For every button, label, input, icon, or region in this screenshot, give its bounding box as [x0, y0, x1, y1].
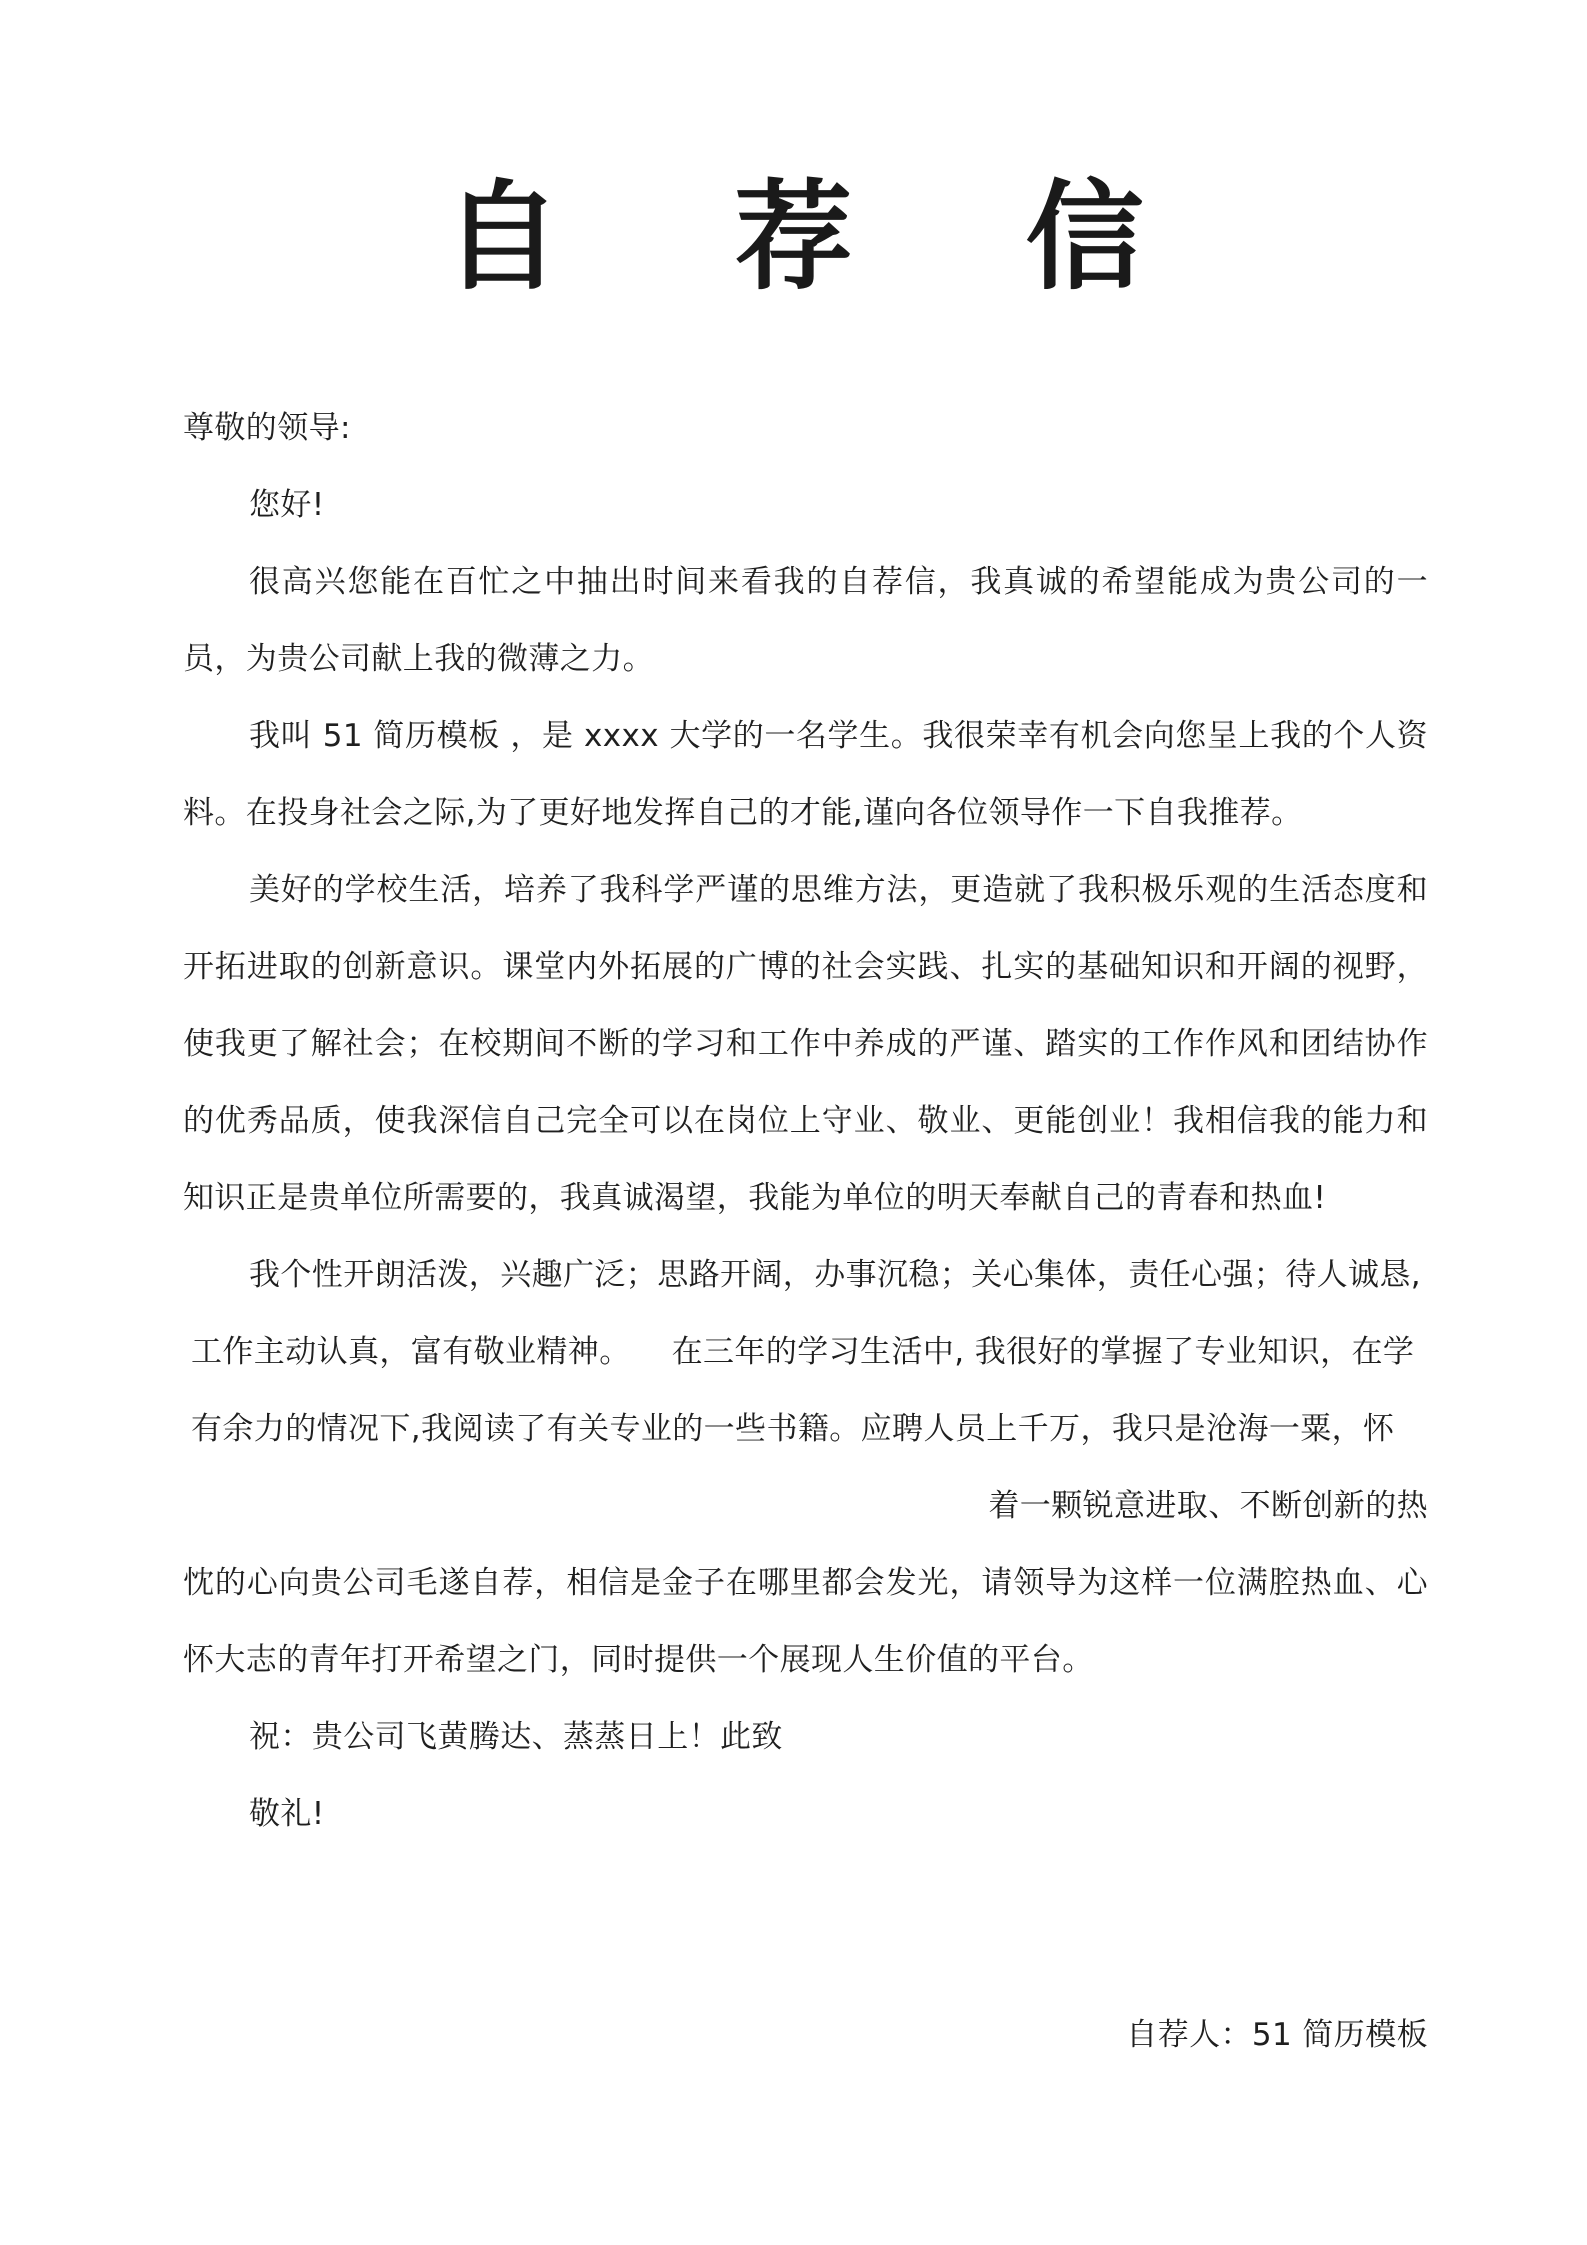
paragraph-personality-line-3: 有余力的情况下,我阅读了有关专业的一些书籍。应聘人员上千万，我只是沧海一粟，怀: [191, 1411, 1395, 1447]
letter-title: 自 荐 信: [443, 168, 1210, 306]
closing-line: 敬礼!: [249, 1796, 325, 1832]
letter-body: [183, 390, 1428, 1853]
signature: 自荐人：51 简历模板: [1126, 2017, 1428, 2053]
paragraph-personality-line-1: 我个性开朗活泼，兴趣广泛；思路开阔，办事沉稳；关心集体，责任心强；待人诚恳,: [249, 1257, 1422, 1293]
greeting: 您好!: [249, 487, 325, 523]
paragraph-personality-line-2: 工作主动认真，富有敬业精神。 在三年的学习生活中, 我很好的掌握了专业知识，在学: [191, 1334, 1415, 1370]
paragraph-self-intro: 我叫 51 简历模板 ，是 xxxx 大学的一名学生。我很荣幸有机会向您呈上我的个人资料。在投身社会之际,为了更好地发挥自己的才能,谨向各位领导作一下自我推荐。: [183, 718, 1428, 831]
paragraph-intro: 很高兴您能在百忙之中抽出时间来看我的自荐信，我真诚的希望能成为贵公司的一员，为贵公司献上我的微薄之力。: [183, 564, 1428, 677]
paragraph-personality-rest: 忱的心向贵公司毛遂自荐，相信是金子在哪里都会发光，请领导为这样一位满腔热血、心怀大志的青年打开希望之门，同时提供一个展现人生价值的平台。: [183, 1565, 1428, 1678]
paragraph-personality-line-4: 着一颗锐意进取、不断创新的热: [988, 1488, 1428, 1524]
salutation: 尊敬的领导:: [183, 410, 351, 446]
wish-line: 祝：贵公司飞黄腾达、蒸蒸日上！此致: [249, 1719, 783, 1755]
paragraph-school-life: 美好的学校生活，培养了我科学严谨的思维方法，更造就了我积极乐观的生活态度和开拓进取的创新意识。课堂内外拓展的广博的社会实践、扎实的基础知识和开阔的视野，使我更了解社会；在校期间不断的学习和工作中养成的严谨、踏实的工作作风和团结协作的优秀品质，使我深信自己完全可以在岗位上守业、敬业、更能创业！我相信我的能力和知识正是贵单位所需要的，我真诚渴望，我能为单位的明天奉献自己的青春和热血!: [183, 872, 1428, 1216]
